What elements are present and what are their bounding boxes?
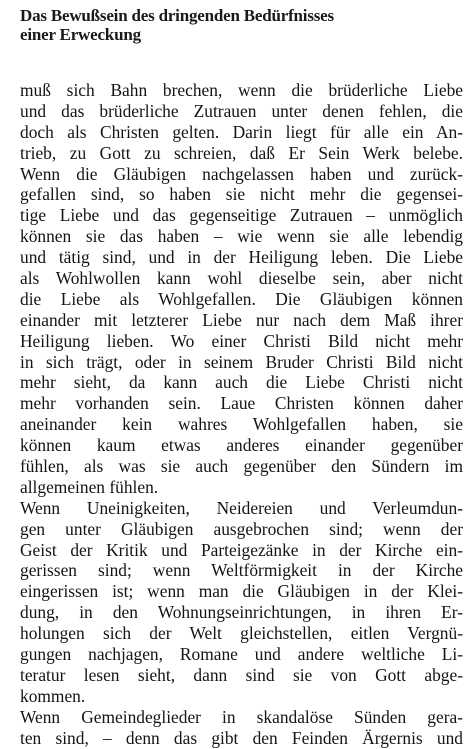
text-line: können kaum etwas anderes einander gegenüber [20,435,463,456]
text-line: dung, in den Wohnungseinrichtungen, in ihren Er- [20,602,463,623]
text-line: mehr vorhanden sein. Laue Christen können daher [20,393,463,414]
text-line: Wenn die Gläubigen nachgelassen haben und zurück- [20,163,463,184]
text-line: und tätig sind, und in der Heiligung leben. Die Liebe [20,247,463,268]
text-line: Heiligung lieben. Wo einer Christi Bild nicht mehr [20,330,463,351]
text-line: Geist der Kritik und Parteigezänke in der Kirche ein- [20,539,463,560]
text-line: einander mit letzterer Liebe nur nach dem Maß ihrer [20,309,463,330]
text-line: gefallen sind, so haben sie nicht mehr die gegensei- [20,184,463,205]
text-line: gerissen sind; wenn Weltförmigkeit in der Kirche [20,560,463,581]
text-line: Wenn Gemeindeglieder in skandalöse Sünden gera- [20,706,463,727]
text-line: tige Liebe und das gegenseitige Zutrauen – unmöglich [20,205,463,226]
text-line: fühlen, als was sie auch gegenüber den Sündern im [20,456,463,477]
text-line: muß sich Bahn brechen, wenn die brüderliche Liebe [20,80,463,100]
text-line: als Wohlwollen kann wohl dieselbe sein, aber nicht [20,268,463,289]
text-line: ten sind, – denn das gibt den Feinden Ärgernis und [20,727,463,748]
text-line: die Liebe als Wohlgefallen. Die Gläubigen können [20,288,463,309]
text-line: holungen sich der Welt gleichstellen, eitlen Vergnü- [20,623,463,644]
section-heading [20,6,460,44]
paragraph-end-line: allgemeinen fühlen. [20,476,159,497]
text-line: gungen nachjagen, Romane und andere weltliche Li- [20,644,463,665]
text-line: eingerissen ist; wenn man die Gläubigen in der Klei- [20,581,463,602]
text-line: Wenn Uneinigkeiten, Neidereien und Verleumdun- [20,497,463,518]
text-line: in sich trägt, oder in seinem Bruder Christi Bild nicht [20,351,463,372]
text-line: trieb, zu Gott zu schreien, daß Er Sein Werk belebe. [20,142,463,163]
text-line: und das brüderliche Zutrauen unter denen fehlen, die [20,100,463,121]
text-line: können sie das haben – wie wenn sie alle lebendig [20,226,463,247]
heading-line-1: Das Bewußsein des dringenden Bedürfnisses [20,6,334,25]
text-line: teratur lesen sieht, dann sind sie von Gott abge- [20,664,463,685]
heading-line-2: einer Erweckung [20,25,141,44]
body-text [20,80,463,749]
text-line: mehr sieht, da kann auch die Liebe Christi nicht [20,372,463,393]
text-line: doch als Christen gelten. Darin liegt für alle ein An- [20,121,463,142]
text-line: gen unter Gläubigen ausgebrochen sind; wenn der [20,518,463,539]
text-line: aneinander kein wahres Wohlgefallen haben, sie [20,414,463,435]
paragraph-end-line: kommen. [20,685,86,706]
